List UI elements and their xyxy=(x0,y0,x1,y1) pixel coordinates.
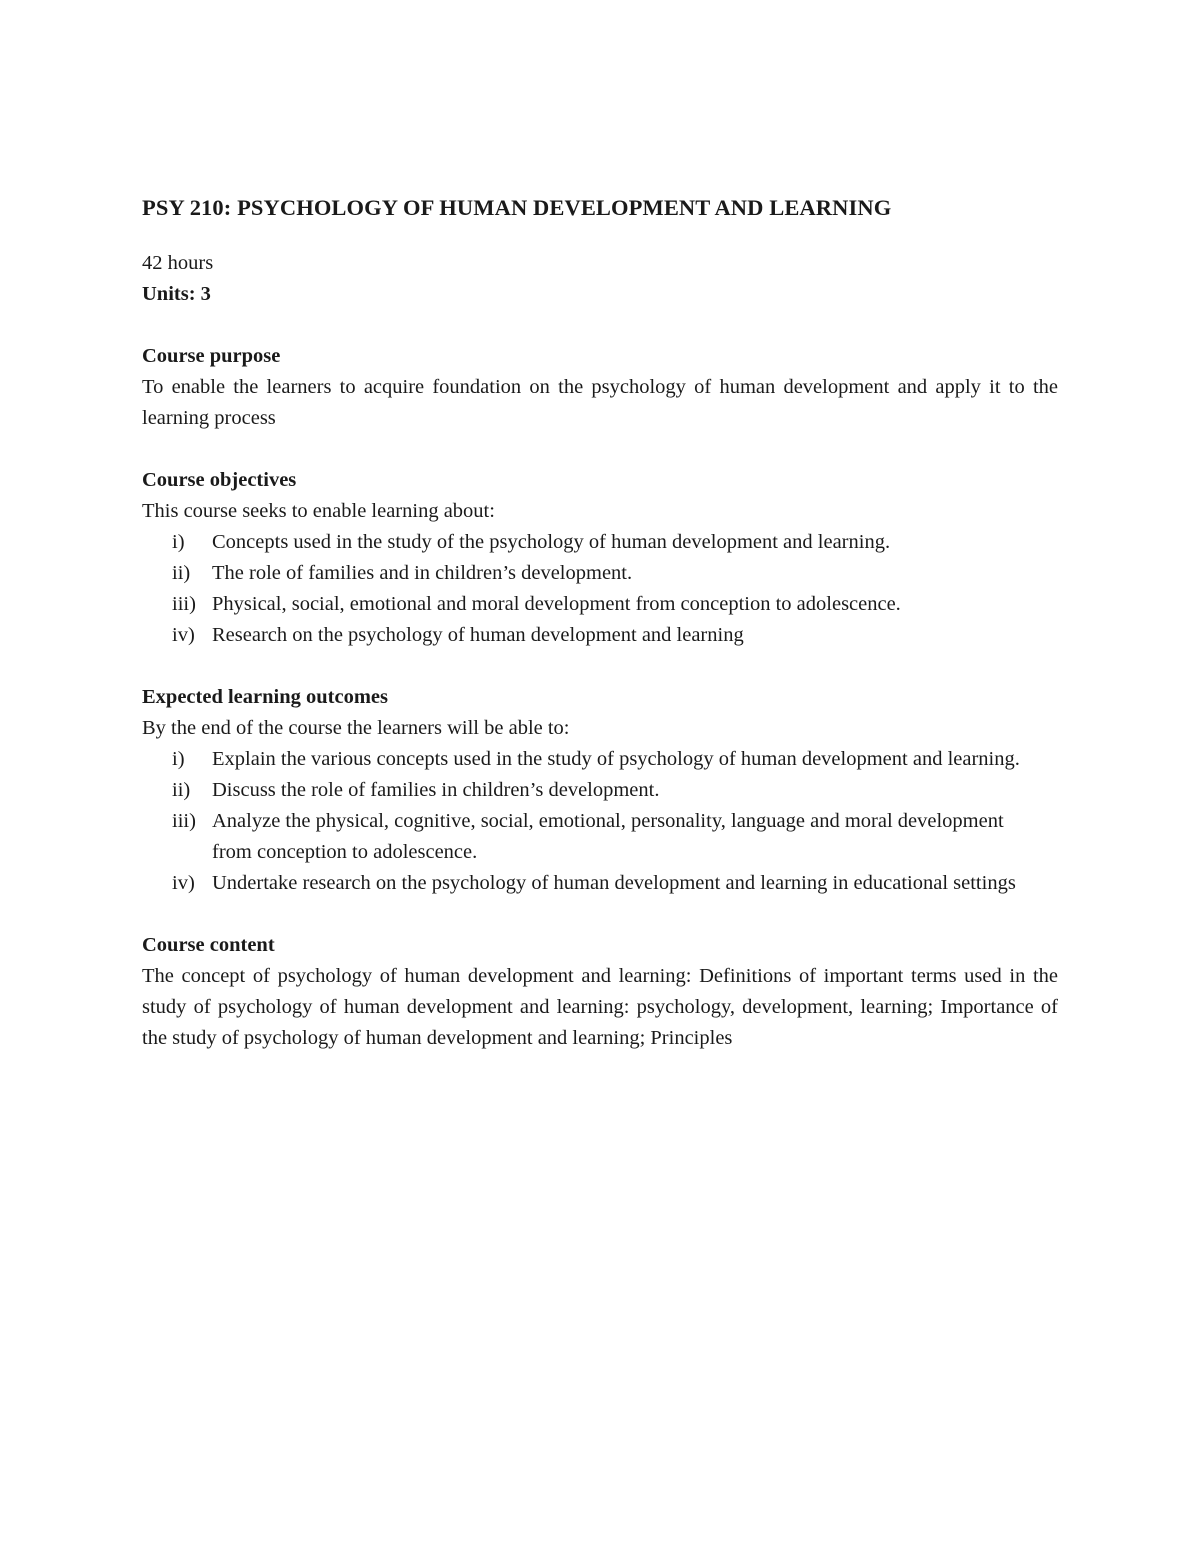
course-objectives-section xyxy=(142,465,1058,651)
list-item-text: Discuss the role of families in children’s development. xyxy=(212,779,660,801)
list-item xyxy=(142,589,1058,620)
learning-outcomes-intro: By the end of the course the learners will be able to: xyxy=(142,717,570,739)
course-purpose-text: To enable the learners to acquire foundation on the psychology of human development and apply it to the learning process xyxy=(142,376,1058,429)
list-item-number: iv) xyxy=(172,872,195,894)
list-item xyxy=(142,558,1058,589)
list-item-number: iii) xyxy=(172,810,196,832)
list-item-number: i) xyxy=(172,748,185,770)
list-item-number: ii) xyxy=(172,562,191,584)
course-objectives-heading: Course objectives xyxy=(142,469,297,491)
document-page xyxy=(142,190,1058,1054)
course-units: Units: 3 xyxy=(142,283,211,305)
list-item-number: ii) xyxy=(172,779,191,801)
list-item-number: iii) xyxy=(172,593,196,615)
list-item xyxy=(142,775,1058,806)
course-content-text: The concept of psychology of human development and learning: Definitions of important terms used in the study of psychology of human development and learning: psychology, development, learning; Importance of the study of psychology of human development and learning; Principles xyxy=(142,965,1058,1049)
list-item-text: Physical, social, emotional and moral development from conception to adolescence. xyxy=(212,593,901,615)
list-item xyxy=(142,527,1058,558)
objectives-list xyxy=(142,527,1058,651)
course-title: PSY 210: PSYCHOLOGY OF HUMAN DEVELOPMENT AND LEARNING xyxy=(142,195,892,220)
learning-outcomes-section xyxy=(142,682,1058,899)
list-item-text: Research on the psychology of human development and learning xyxy=(212,624,744,646)
list-item-number: i) xyxy=(172,531,185,553)
learning-outcomes-heading: Expected learning outcomes xyxy=(142,686,388,708)
list-item-number: iv) xyxy=(172,624,195,646)
course-purpose-section xyxy=(142,341,1058,434)
course-content-section xyxy=(142,930,1058,1054)
list-item-text: Undertake research on the psychology of human development and learning in educational settings xyxy=(212,872,1016,894)
course-objectives-intro: This course seeks to enable learning about: xyxy=(142,500,495,522)
outcomes-list xyxy=(142,744,1058,899)
list-item-text: Concepts used in the study of the psychology of human development and learning. xyxy=(212,531,891,553)
list-item-text: Explain the various concepts used in the study of psychology of human development and learning. xyxy=(212,748,1020,770)
course-content-heading: Course content xyxy=(142,934,275,956)
list-item xyxy=(142,806,1058,868)
list-item-text: Analyze the physical, cognitive, social, emotional, personality, language and moral development from conception to adolescence. xyxy=(212,810,1004,863)
list-item xyxy=(142,744,1058,775)
course-purpose-heading: Course purpose xyxy=(142,345,281,367)
list-item xyxy=(142,620,1058,651)
list-item xyxy=(142,868,1058,899)
list-item-text: The role of families and in children’s development. xyxy=(212,562,633,584)
course-hours: 42 hours xyxy=(142,252,214,274)
